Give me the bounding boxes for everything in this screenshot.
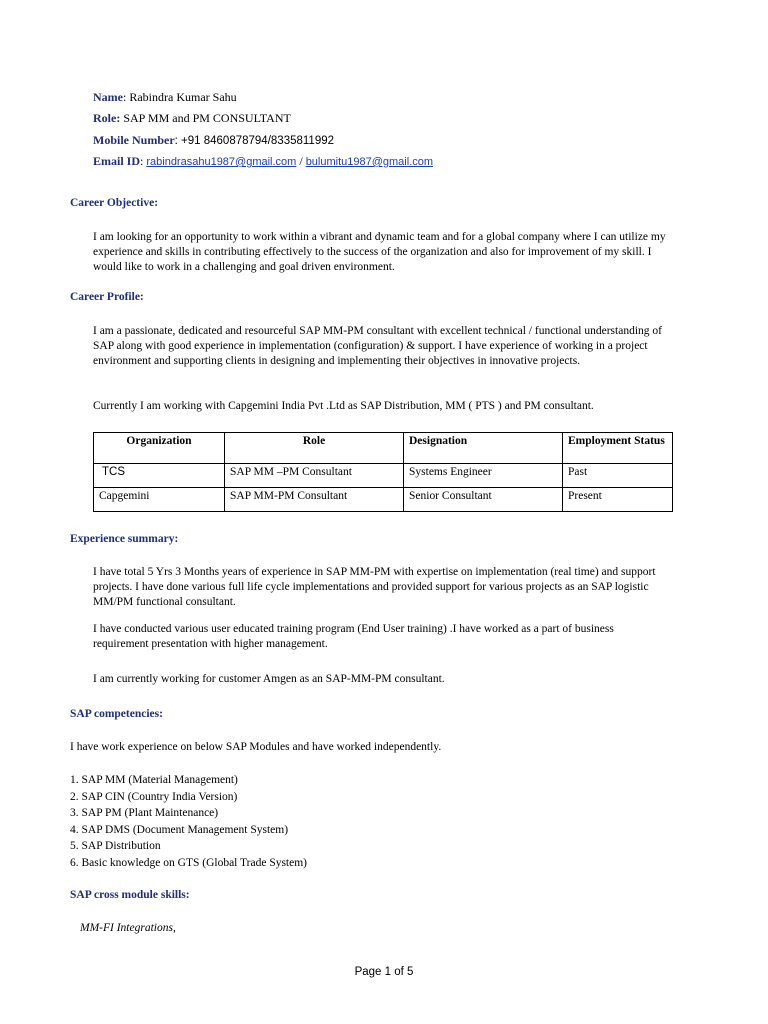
cell-role: SAP MM –PM Consultant bbox=[225, 464, 404, 488]
list-item: 1. SAP MM (Material Management) bbox=[70, 774, 238, 786]
header-role: Role bbox=[225, 433, 404, 464]
cell-status: Present bbox=[563, 488, 673, 512]
career-profile-text: I am a passionate, dedicated and resourceful SAP MM-PM consultant with excellent technical / functional understanding of SAP along with good experience in implementation (configuration) & support. I have experience of working in a project environment and supporting clients in designing and implementing their objectives in innovative projects. bbox=[93, 325, 662, 367]
cross-module-item: MM-FI Integrations, bbox=[80, 922, 176, 934]
cell-designation: Systems Engineer bbox=[404, 464, 563, 488]
employment-table bbox=[93, 432, 673, 512]
header-organization: Organization bbox=[94, 433, 225, 464]
list-item: 2. SAP CIN (Country India Version) bbox=[70, 790, 238, 803]
table-row bbox=[94, 488, 673, 512]
name-value: : Rabindra Kumar Sahu bbox=[123, 90, 237, 104]
experience-summary-heading: Experience summary: bbox=[70, 533, 179, 545]
page-number: Page 1 of 5 bbox=[354, 966, 414, 978]
email-join: / bbox=[296, 154, 306, 168]
role-label: Role: bbox=[93, 111, 121, 125]
experience-paragraph-3: I am currently working for customer Amgen as an SAP-MM-PM consultant. bbox=[93, 673, 445, 685]
cell-role: SAP MM-PM Consultant bbox=[225, 488, 404, 512]
experience-paragraph-2: I have conducted various user educated training program (End User training) .I have worked as a part of business requirement presentation with higher management. bbox=[93, 623, 614, 650]
email-link-secondary[interactable]: bulumitu1987@gmail.com bbox=[305, 156, 434, 168]
table-row bbox=[94, 464, 673, 488]
list-item: 6. Basic knowledge on GTS (Global Trade System) bbox=[70, 856, 308, 869]
mobile-value: : +91 8460878794/8335811992 bbox=[174, 135, 335, 147]
list-item: 3. SAP PM (Plant Maintenance) bbox=[70, 807, 219, 820]
email-line bbox=[93, 153, 433, 170]
cell-status: Past bbox=[563, 464, 673, 488]
competencies-intro: I have work experience on below SAP Modules and have worked independently. bbox=[70, 741, 442, 753]
career-profile-heading: Career Profile: bbox=[70, 291, 144, 303]
email-separator: : bbox=[140, 154, 147, 168]
mobile-line bbox=[93, 132, 334, 149]
experience-paragraph-1: I have total 5 Yrs 3 Months years of experience in SAP MM-PM with expertise on implementation (real time) and support projects. I have done various full life cycle implementations and provided support for various projects as an SAP logistic MM/PM functional consultant. bbox=[93, 566, 656, 608]
header-employment-status: Employment Status bbox=[563, 433, 673, 464]
cell-organization: TCS bbox=[94, 464, 225, 488]
email-link-primary[interactable]: rabindrasahu1987@gmail.com bbox=[146, 156, 297, 168]
name-label: Name bbox=[93, 90, 123, 104]
cross-module-heading: SAP cross module skills: bbox=[70, 889, 190, 901]
list-item: 4. SAP DMS (Document Management System) bbox=[70, 823, 289, 836]
email-label: Email ID bbox=[93, 154, 141, 168]
sap-competencies-heading: SAP competencies: bbox=[70, 708, 163, 720]
career-objective-heading: Career Objective: bbox=[70, 197, 159, 209]
table-header-row bbox=[94, 433, 673, 464]
role-line bbox=[93, 110, 291, 126]
role-value: SAP MM and PM CONSULTANT bbox=[120, 111, 291, 125]
career-objective-text: I am looking for an opportunity to work within a vibrant and dynamic team and for a global company where I can utilize my experience and skills in contributing effectively to the success of the organization and also for improvement of my skill. I would like to work in a challenging and goal driven environment. bbox=[93, 231, 666, 273]
name-line bbox=[93, 89, 237, 105]
mobile-label: Mobile Number bbox=[93, 133, 175, 147]
cell-organization: Capgemini bbox=[94, 488, 225, 512]
current-employment-text: Currently I am working with Capgemini India Pvt .Ltd as SAP Distribution, MM ( PTS ) and PM consultant. bbox=[93, 400, 594, 412]
header-designation: Designation bbox=[404, 433, 563, 464]
list-item: 5. SAP Distribution bbox=[70, 840, 161, 853]
cell-designation: Senior Consultant bbox=[404, 488, 563, 512]
competencies-list bbox=[70, 772, 307, 872]
